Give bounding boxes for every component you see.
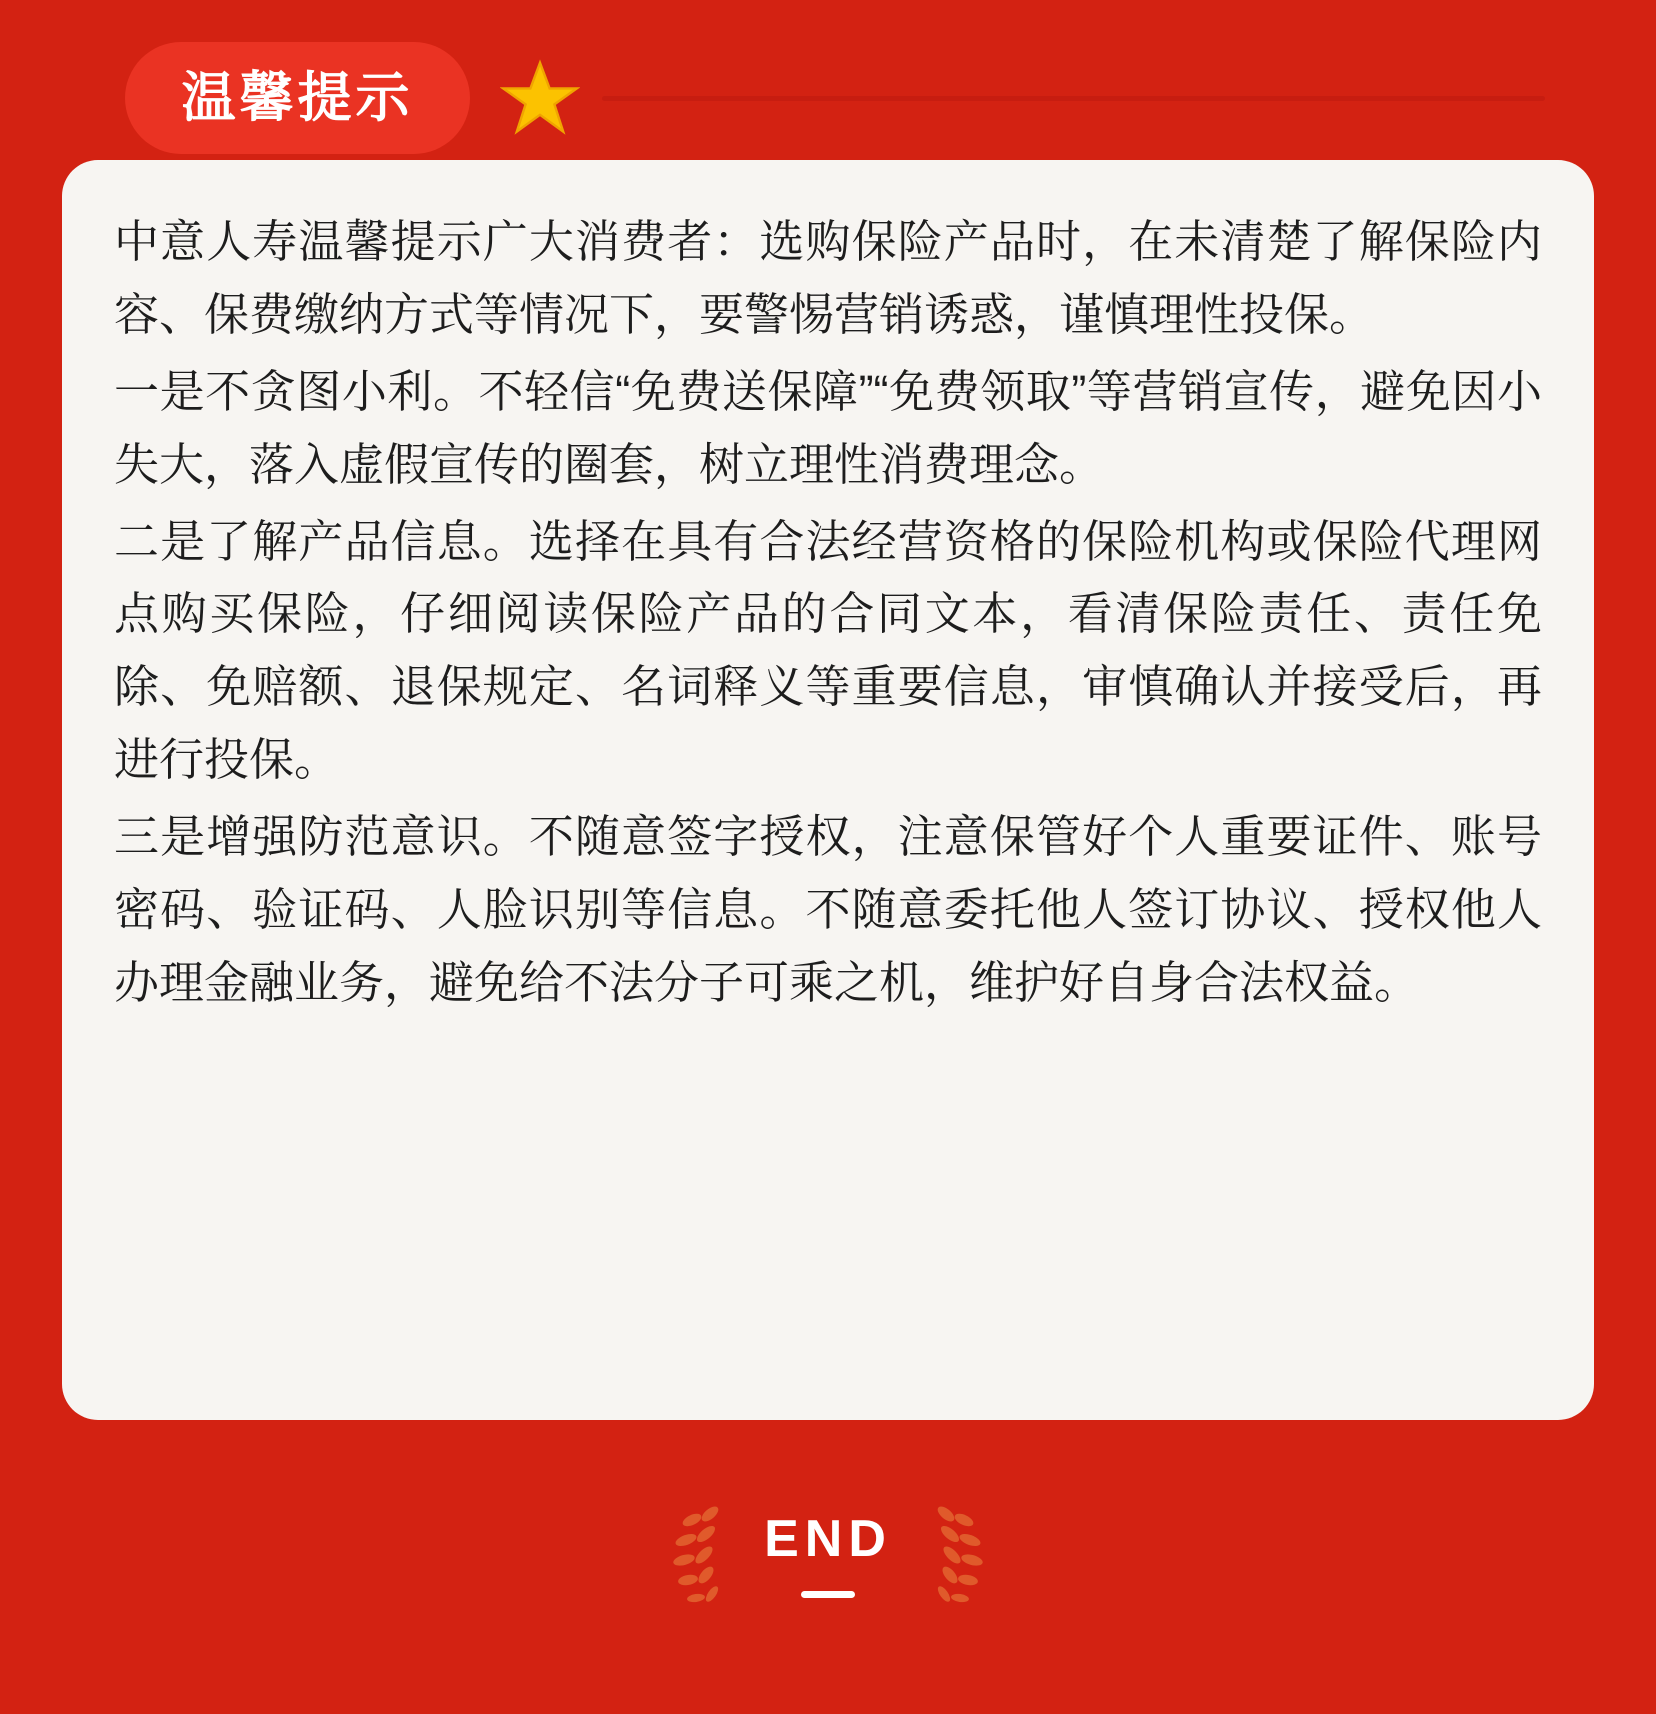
tip-paragraph: 二是了解产品信息。选择在具有合法经营资格的保险机构或保险代理网点购买保险，仔细阅读保险产品的合同文本，看清保险责任、责任免除、免赔额、退保规定、名词释义等重要信息，审慎确认并接受后，再进行投保。 xyxy=(114,515,1542,786)
tip-badge xyxy=(125,42,470,154)
tip-badge-label: 温馨提示 xyxy=(181,68,414,128)
header xyxy=(125,38,1545,158)
tip-paragraph: 中意人寿温馨提示广大消费者：选购保险产品时，在未清楚了解保险内容、保费缴纳方式等情况下，要警惕营销诱惑，谨慎理性投保。 xyxy=(114,216,1542,340)
tip-card xyxy=(62,160,1594,1420)
end-underline xyxy=(801,1591,855,1598)
star-icon xyxy=(500,58,580,138)
end-label: END xyxy=(764,1509,892,1568)
tip-body xyxy=(114,206,1542,1020)
footer xyxy=(0,1455,1656,1655)
header-divider xyxy=(602,96,1545,101)
tip-paragraph: 一是不贪图小利。不轻信“免费送保障”“免费领取”等营销宣传，避免因小失大，落入虚假宣传的圈套，树立理性消费理念。 xyxy=(114,365,1542,490)
laurel-left-icon xyxy=(648,1500,738,1610)
tip-paragraph: 三是增强防范意识。不随意签字授权，注意保管好个人重要证件、账号密码、验证码、人脸识别等信息。不随意委托他人签订协议、授权他人办理金融业务，避免给不法分子可乘之机，维护好自身合法权益。 xyxy=(114,811,1542,1008)
laurel-right-icon xyxy=(918,1500,1008,1610)
